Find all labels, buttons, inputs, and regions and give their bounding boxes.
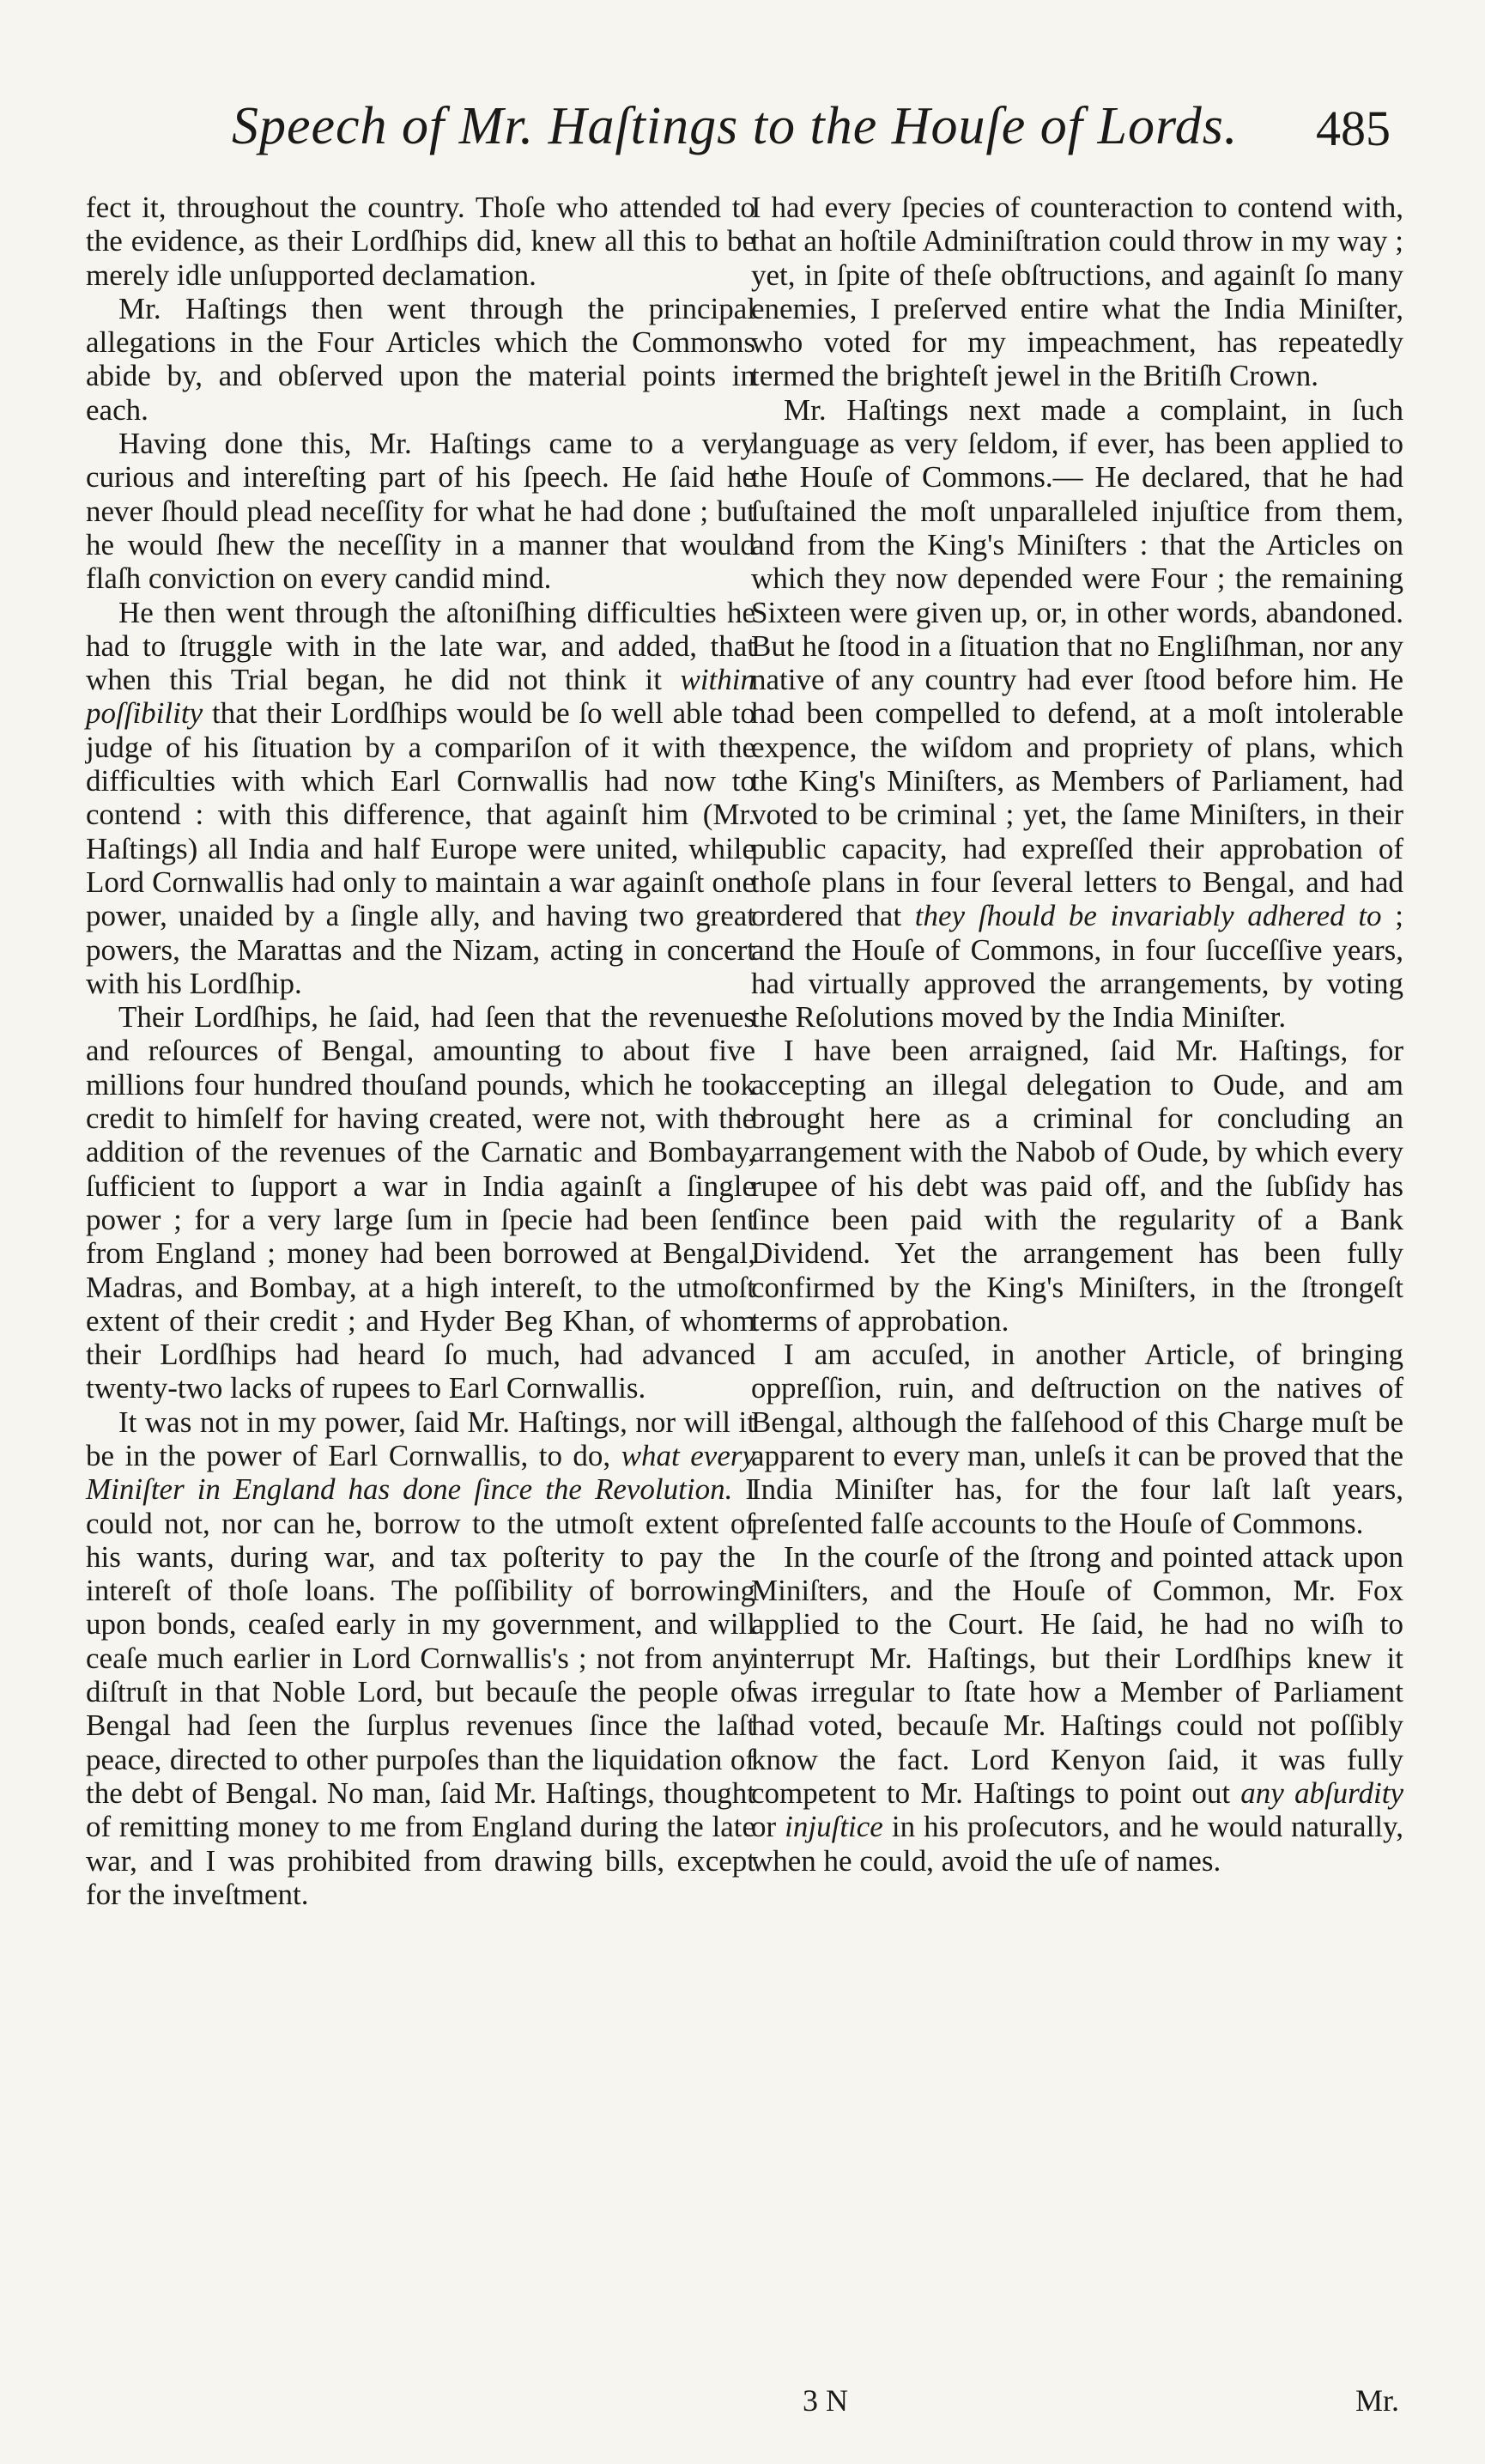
signature-mark: 3 N	[803, 2383, 848, 2418]
left-column	[86, 191, 755, 1911]
paragraph	[751, 1540, 1403, 1878]
paragraph	[86, 596, 755, 1001]
italic-text: injuſtice	[785, 1810, 883, 1844]
text-run: or	[751, 1810, 785, 1844]
paragraph: I am accuſed, in another Article, of bringing oppreſſion, ruin, and deſtruction on the natives of Bengal, although the falſehood of this Charge muſt be apparent to every man, unleſs it can be proved that the India Miniſter has, for the four laſt laſt years, preſented falſe accounts to the Houſe of Commons.	[751, 1338, 1403, 1540]
paragraph: I have been arraigned, ſaid Mr. Haſtings, for accepting an illegal delegation to Oude, and am brought here as a criminal for concluding an arrangement with the Nabob of Oude, by which every rupee of his debt was paid off, and the ſubſidy has ſince been paid with the regularity of a Bank Dividend. Yet the arrangement has been fully confirmed by the King's Miniſters, in the ſtrongeſt terms of approbation.	[751, 1034, 1403, 1338]
text-run: that their Lordſhips would be ſo well able to judge of his ſituation by a compariſon of it with the difficulties with which Earl Cornwallis had now to contend : with this difference, that againſt him (Mr. Haſtings) all India and half Europe were united, while Lord Cornwallis had only to maintain a war againſt one power, unaided by a ſingle ally, and having two great powers, the Marattas and the Nizam, acting in concert with his Lordſhip.	[86, 696, 755, 1000]
running-title: Speech of Mr. Haſtings to the Houſe of Lords.	[232, 97, 1239, 155]
text-run: Mr. Haſtings next made a complaint, in ſuch language as very ſeldom, if ever, has been applied to the Houſe of Commons.— He declared, that he had ſuſtained the moſt unparalleled injuſtice from them, and from the King's Miniſters : that the Articles on which they now depended were Four ; the remaining Sixteen were given up, or, in other words, abandoned. But he ſtood in a ſituation that no Engliſhman, nor any native of any country had ever ſtood before him. He had been compelled to defend, at a moſt intolerable expence, the wiſdom and propriety of plans, which the King's Miniſters, as Members of Parliament, had voted to be criminal ; yet, the ſame Miniſters, in their public capacity, had expreſſed their approbation of thoſe plans in four ſeveral letters to Bengal, and had ordered that	[751, 392, 1403, 933]
italic-text: any abſurdity	[1240, 1775, 1403, 1810]
paragraph: I had every ſpecies of counteraction to contend with, that an hoſtile Adminiſtration could throw in my way ; yet, in ſpite of theſe obſtructions, and againſt ſo many enemies, I preſerved entire what the India Miniſter, who voted for my impeachment, has repeatedly termed the brighteſt jewel in the Britiſh Crown.	[751, 191, 1403, 393]
italic-text: what every Miniſter in England has done ſince the Revolution.	[86, 1438, 756, 1507]
italic-text: they ſhould be invariably adhered to	[914, 899, 1382, 933]
paragraph: fect it, throughout the country. Thoſe who attended to the evidence, as their Lordſhips did, knew all this to be merely idle unſupported declamation.	[86, 191, 755, 292]
paragraph: Mr. Haſtings then went through the principal allegations in the Four Articles which the Commons abide by, and obſerved upon the material points in each.	[86, 291, 755, 427]
paragraph	[751, 393, 1403, 1035]
paragraph	[86, 1405, 755, 1911]
right-column	[751, 191, 1403, 1878]
text-run: in his proſecutors, and he would naturally, when he could, avoid the uſe of names.	[751, 1810, 1404, 1878]
catchword: Mr.	[1355, 2383, 1399, 2418]
text-run: It was not in my power, ſaid Mr. Haſtings, nor will it be in the power of Earl Cornwallis, to do,	[86, 1405, 755, 1472]
text-run: ; and the Houſe of Commons, in four ſucceſſive years, had virtually approved the arrangements, by voting the Reſolutions moved by the India Miniſter.	[751, 899, 1403, 1035]
text-run: In the courſe of the ſtrong and pointed attack upon Miniſters, and the Houſe of Common, Mr. Fox applied to the Court. He ſaid, he had no wiſh to interrupt Mr. Haſtings, but their Lordſhips knew it was irregular to ſtate how a Member of Parliament had voted, becauſe Mr. Haſtings could not poſſibly know the fact. Lord Kenyon ſaid, it was fully competent to Mr. Haſtings to point out	[751, 1539, 1403, 1810]
text-run: I could not, nor can he, borrow to the utmoſt extent of his wants, during war, and tax poſterity to pay the intereſt of thoſe loans. The poſſibility of borrowing upon bonds, ceaſed early in my government, and will ceaſe much earlier in Lord Cornwallis's ; not from any diſtruſt in that Noble Lord, but becauſe the people of Bengal had ſeen the ſurplus revenues ſince the laſt peace, directed to other purpoſes than the liquidation of the debt of Bengal. No man, ſaid Mr. Haſtings, thought of remitting money to me from England during the late war, and I was prohibited from drawing bills, except for the inveſtment.	[86, 1472, 755, 1911]
paragraph: Having done this, Mr. Haſtings came to a very curious and intereſting part of his ſpeech. He ſaid he never ſhould plead neceſſity for what he had done ; but he would ſhew the neceſſity in a manner that would flaſh conviction on every candid mind.	[86, 427, 755, 596]
italic-text: within poſſibility	[86, 663, 755, 731]
paragraph: Their Lordſhips, he ſaid, had ſeen that the revenues and reſources of Bengal, amounting to about five millions four hundred thouſand pounds, which he took credit to himſelf for having created, were not, with the addition of the revenues of the Carnatic and Bombay, ſufficient to ſupport a war in India againſt a ſingle power ; for a very large ſum in ſpecie had been ſent from England ; money had been borrowed at Bengal, Madras, and Bombay, at a high intereſt, to the utmoſt extent of their credit ; and Hyder Beg Khan, of whom their Lordſhips had heard ſo much, had advanced twenty-two lacks of rupees to Earl Cornwallis.	[86, 1000, 755, 1405]
page-number: 485	[1316, 100, 1391, 156]
running-head	[197, 96, 1391, 182]
text-run: He then went through the aſtoniſhing difficulties he had to ſtruggle with in the late war, and added, that when this Trial began, he did not think it	[86, 595, 755, 697]
